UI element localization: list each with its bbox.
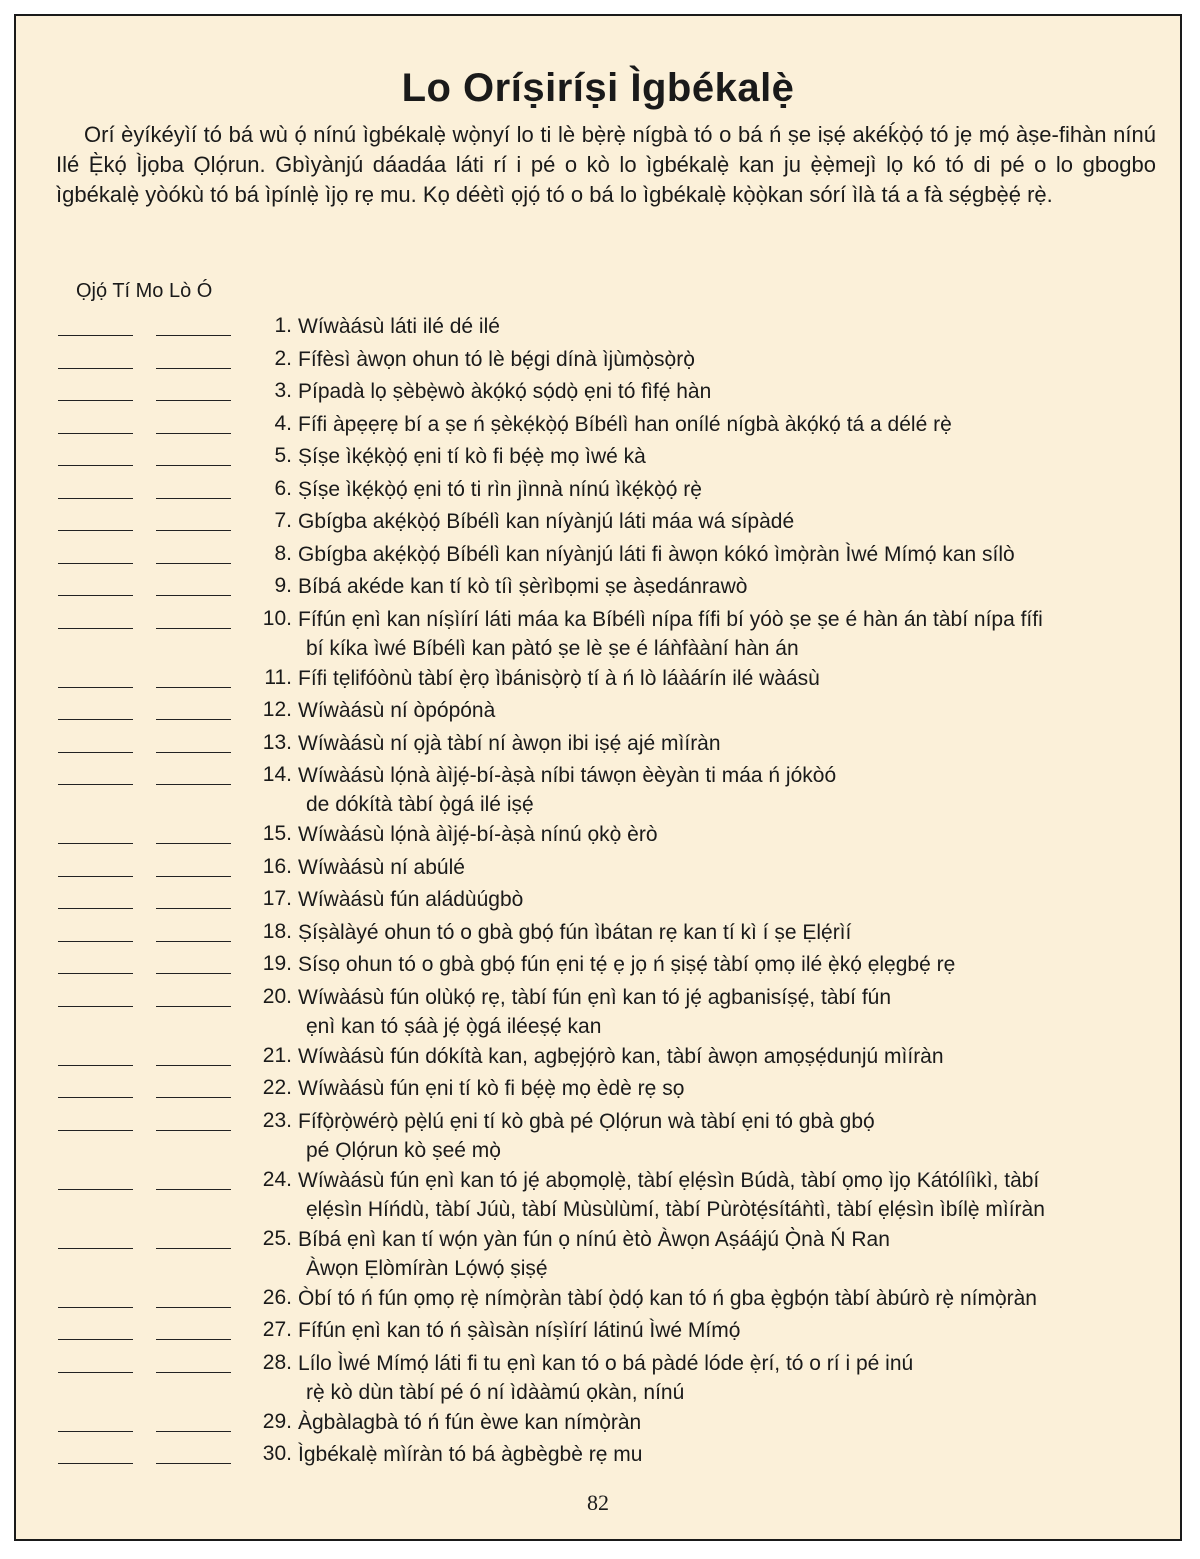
list-item bbox=[16, 1224, 1184, 1283]
date-blank-1[interactable] bbox=[58, 973, 133, 974]
list-item bbox=[16, 760, 1184, 819]
item-number: 10. bbox=[262, 606, 292, 630]
item-number: 1. bbox=[274, 314, 292, 337]
item-text bbox=[298, 949, 1144, 979]
item-text bbox=[298, 1041, 1144, 1071]
item-text-line: Fífún ẹnì kan tó ń ṣàìsàn níṣìírí látinú Ìwé Mímọ́ bbox=[298, 1319, 741, 1342]
intro-paragraph: Orí èyíkéyìí tó bá wù ọ́ nínú ìgbékalẹ̀ wọ̀nyí lo ti lè bẹ̀rẹ̀ nígbà tó o bá ń ṣe iṣẹ́ akéḱọ̀ọ́ tó jẹ mọ́ àṣe-fihàn nínú Ilé Ẹ̀kọ́ Ìjọba Ọlọ́run. Gbìyànjú dáadáa láti rí i pé o kò lo ìgbékalẹ̀ kan ju ẹ̀ẹ̀mejì lọ kó tó di pé o lo gbogbo ìgbékalẹ̀ yòókù tó bá ìpínlẹ̀ ìjọ rẹ mu. Kọ déètì ọjọ́ tó o bá lo ìgbékalẹ̀ kọ̀ọ̀kan sórí ìlà tá a fà sẹ́gbẹ̀ẹ́ rẹ̀. bbox=[56, 122, 1156, 207]
date-blank-1[interactable] bbox=[58, 719, 133, 720]
item-number: 5. bbox=[274, 444, 292, 467]
item-text-line: Wíwàásù fún ẹni tí kò fi bẹ́ẹ̀ mọ èdè rẹ sọ bbox=[298, 1077, 685, 1100]
date-blank-1[interactable] bbox=[58, 1248, 133, 1249]
date-blank-2[interactable] bbox=[156, 1065, 231, 1066]
item-number: 6. bbox=[274, 476, 292, 500]
item-text-line: Gbígba akẹ́kọ̀ọ́ Bíbélì kan níyànjú láti fi àwọn kókó ìmọ̀ràn Ìwé Mímọ́ kan sílò bbox=[298, 542, 1015, 566]
item-number: 9. bbox=[274, 574, 292, 597]
item-text bbox=[298, 571, 1144, 601]
item-text bbox=[298, 663, 1144, 693]
item-text-line: Ṣíṣàlàyé ohun tó o gbà gbọ́ fún ìbátan rẹ kan tí kì í ṣe Ẹlẹ́rìí bbox=[298, 920, 852, 944]
item-text-line: Wíwàásù fún dókítà kan, agbẹjọ́rò kan, tàbí àwọn amọṣẹ́dunjú mìíràn bbox=[298, 1044, 944, 1068]
item-text-line: bí kíka ìwé Bíbélì kan pàtó ṣe lè ṣe é láǹfààní hàn án bbox=[306, 636, 799, 660]
date-blank-2[interactable] bbox=[156, 400, 231, 401]
item-text-line: ẹnì kan tó ṣáà jẹ́ ọ̀gá iléeṣẹ́ kan bbox=[306, 1014, 602, 1038]
item-text-line: Wíwàásù fún aládùúgbò bbox=[298, 888, 524, 911]
date-blank-1[interactable] bbox=[58, 1189, 133, 1190]
item-text bbox=[298, 982, 1144, 1041]
item-text-line: Fífọ̀rọ̀wérọ̀ pẹ̀lú ẹni tí kò gbà pé Ọlọ́run wà tàbí ẹni tó gbà gbọ́ bbox=[298, 1109, 875, 1133]
date-blank-1[interactable] bbox=[58, 687, 133, 688]
item-text-line: Àwọn Ẹlòmíràn Lọ́wọ́ ṣiṣẹ́ bbox=[306, 1256, 548, 1280]
date-blank-1[interactable] bbox=[58, 876, 133, 877]
date-blank-2[interactable] bbox=[156, 1307, 231, 1308]
date-blank-2[interactable] bbox=[156, 595, 231, 596]
date-blank-1[interactable] bbox=[58, 1307, 133, 1308]
list-item bbox=[16, 949, 1184, 982]
list-item bbox=[16, 884, 1184, 917]
list-item bbox=[16, 539, 1184, 572]
item-text-line: Ìgbékalẹ̀ mìíràn tó bá àgbègbè rẹ mu bbox=[298, 1443, 643, 1466]
item-text-line: Gbígba akẹ́kọ̀ọ́ Bíbélì kan níyànjú láti máa wá sípàdé bbox=[298, 510, 795, 533]
list-item bbox=[16, 1165, 1184, 1224]
date-blank-1[interactable] bbox=[58, 1431, 133, 1432]
date-blank-1[interactable] bbox=[58, 1097, 133, 1098]
list-item bbox=[16, 376, 1184, 409]
item-text bbox=[298, 1165, 1144, 1224]
date-blank-1[interactable] bbox=[58, 784, 133, 785]
item-text bbox=[298, 819, 1144, 849]
list-item bbox=[16, 1106, 1184, 1165]
date-blank-2[interactable] bbox=[156, 498, 231, 499]
list-item bbox=[16, 663, 1184, 696]
item-text-line: de dókítà tàbí ọ̀gá ilé iṣẹ́ bbox=[306, 793, 534, 816]
item-number: 22. bbox=[262, 1076, 292, 1099]
date-blank-2[interactable] bbox=[156, 973, 231, 974]
date-blank-2[interactable] bbox=[156, 628, 231, 629]
item-number: 19. bbox=[262, 952, 292, 975]
item-number: 7. bbox=[274, 509, 292, 532]
item-text bbox=[298, 604, 1144, 663]
list-item bbox=[16, 441, 1184, 474]
date-blank-2[interactable] bbox=[156, 752, 231, 753]
date-blank-2[interactable] bbox=[156, 1130, 231, 1131]
item-text-line: Pípadà lọ ṣèbẹ̀wò àkọ́kọ́ sọ́dọ̀ ẹni tó fìfẹ́ hàn bbox=[298, 380, 712, 403]
date-blank-2[interactable] bbox=[156, 1189, 231, 1190]
item-number: 29. bbox=[262, 1409, 292, 1433]
date-blank-2[interactable] bbox=[156, 719, 231, 720]
date-blank-2[interactable] bbox=[156, 1431, 231, 1432]
item-text bbox=[298, 1407, 1144, 1437]
date-blank-1[interactable] bbox=[58, 465, 133, 466]
date-blank-2[interactable] bbox=[156, 433, 231, 434]
date-blank-2[interactable] bbox=[156, 1463, 231, 1464]
list-item bbox=[16, 1407, 1184, 1440]
list-item bbox=[16, 344, 1184, 377]
page-frame bbox=[14, 14, 1182, 1541]
presentation-list bbox=[16, 311, 1184, 1472]
date-blank-2[interactable] bbox=[156, 784, 231, 785]
item-text bbox=[298, 344, 1144, 374]
item-number: 2. bbox=[274, 346, 292, 370]
list-item bbox=[16, 1283, 1184, 1316]
date-blank-1[interactable] bbox=[58, 628, 133, 629]
item-text-line: Bíbá akéde kan tí kò tíì ṣèrìbọmi ṣe àṣedánrawò bbox=[298, 575, 748, 598]
item-text-line: Wíwàásù lọ́nà àìjẹ́-bí-àṣà nínú ọkọ̀ èrò bbox=[298, 823, 658, 846]
item-number: 15. bbox=[262, 822, 292, 845]
date-blank-2[interactable] bbox=[156, 563, 231, 564]
item-text-line: Fífún ẹnì kan níṣìírí láti máa ka Bíbélì nípa fífi bí yóò ṣe ṣe é hàn án tàbí nípa fífi bbox=[298, 607, 1043, 631]
item-text bbox=[298, 409, 1144, 439]
item-text bbox=[298, 1315, 1144, 1345]
item-text bbox=[298, 917, 1144, 947]
list-item bbox=[16, 571, 1184, 604]
date-blank-1[interactable] bbox=[58, 1130, 133, 1131]
item-text-line: Wíwàásù láti ilé dé ilé bbox=[298, 315, 500, 338]
item-text bbox=[298, 376, 1144, 406]
date-blank-1[interactable] bbox=[58, 400, 133, 401]
item-text bbox=[298, 1224, 1144, 1283]
date-blank-2[interactable] bbox=[156, 876, 231, 877]
date-blank-1[interactable] bbox=[58, 843, 133, 844]
item-text-line: Fífi tẹlifóònù tàbí ẹ̀rọ ìbánisọ̀rọ̀ tí à ń lò láàárín ilé wàásù bbox=[298, 666, 820, 690]
item-text-line: Wíwàásù ní òpópónà bbox=[298, 699, 496, 722]
item-number: 27. bbox=[262, 1318, 292, 1341]
page-title: Lo Oríṣiríṣi Ìgbékalẹ̀ bbox=[401, 66, 795, 110]
list-item bbox=[16, 1073, 1184, 1106]
item-text-line: rẹ̀ kò dùn tàbí pé ó ní ìdààmú ọkàn, nínú bbox=[306, 1380, 685, 1404]
item-text bbox=[298, 311, 1144, 341]
date-blank-1[interactable] bbox=[58, 1463, 133, 1464]
date-blank-2[interactable] bbox=[156, 843, 231, 844]
item-text-line: Ṣíṣe ìkẹ́kọ̀ọ́ ẹni tó ti rìn jìnnà nínú ìkẹ́kọ̀ọ́ rẹ̀ bbox=[298, 477, 702, 501]
list-item bbox=[16, 852, 1184, 885]
item-text-line: ẹlẹ́sìn Híńdù, tàbí Júù, tàbí Mùsùlùmí, tàbí Pùròtẹ́sítáǹtì, tàbí ẹlẹ́sìn ìbílẹ̀ mìíràn bbox=[306, 1197, 1045, 1221]
item-text bbox=[298, 506, 1144, 536]
item-text-line: Fífèsì àwọn ohun tó lè bẹ́gi dínà ìjùmọ̀sọ̀rọ̀ bbox=[298, 347, 695, 371]
date-blank-2[interactable] bbox=[156, 368, 231, 369]
date-blank-2[interactable] bbox=[156, 1006, 231, 1007]
date-blank-1[interactable] bbox=[58, 530, 133, 531]
date-blank-2[interactable] bbox=[156, 530, 231, 531]
item-number: 12. bbox=[262, 698, 292, 721]
item-text bbox=[298, 852, 1144, 882]
item-number: 13. bbox=[262, 730, 292, 754]
date-blank-2[interactable] bbox=[156, 335, 231, 336]
item-text bbox=[298, 474, 1144, 504]
item-text bbox=[298, 760, 1144, 819]
item-text-line: Lílo Ìwé Mímọ́ láti fi tu ẹnì kan tó o bá pàdé lóde ẹ̀rí, tó o rí i pé inú bbox=[298, 1351, 914, 1375]
item-text-line: Wíwàásù ní abúlé bbox=[298, 855, 465, 879]
item-number: 28. bbox=[262, 1350, 292, 1374]
item-text bbox=[298, 1106, 1144, 1165]
item-text bbox=[298, 1348, 1144, 1407]
item-number: 8. bbox=[274, 541, 292, 565]
item-text-line: Òbí tó ń fún ọmọ rẹ̀ nímọ̀ràn tàbí ọ̀dọ́ kan tó ń gba ẹ̀gbọ́n tàbí àbúrò rẹ̀ nímọ̀ràn bbox=[298, 1286, 1037, 1310]
item-text bbox=[298, 441, 1144, 471]
page-number: 82 bbox=[587, 1490, 609, 1515]
date-blank-1[interactable] bbox=[58, 433, 133, 434]
item-text-line: Wíwàásù fún ẹnì kan tó jẹ́ abọmọlẹ̀, tàbí ẹlẹ́sìn Búdà, tàbí ọmọ ìjọ Kátólíìkì, tàbí bbox=[298, 1168, 1040, 1192]
date-blank-1[interactable] bbox=[58, 908, 133, 909]
date-blank-1[interactable] bbox=[58, 498, 133, 499]
item-text-line: Wíwàásù fún olùkọ́ rẹ, tàbí fún ẹnì kan tó jẹ́ agbanisíṣẹ́, tàbí fún bbox=[298, 985, 892, 1009]
date-blank-2[interactable] bbox=[156, 908, 231, 909]
date-blank-1[interactable] bbox=[58, 752, 133, 753]
list-item bbox=[16, 1348, 1184, 1407]
date-blank-1[interactable] bbox=[58, 368, 133, 369]
list-item bbox=[16, 474, 1184, 507]
item-text-line: Sísọ ohun tó o gbà gbọ́ fún ẹni tẹ́ ẹ jọ ń ṣiṣẹ́ tàbí ọmọ ilé ẹ̀kọ́ ẹlẹgbẹ́ rẹ bbox=[298, 953, 956, 976]
date-blank-2[interactable] bbox=[156, 941, 231, 942]
item-text-line: Ṣíṣe ìkẹ́kọ̀ọ́ ẹni tí kò fi bẹ́ẹ̀ mọ ìwé kà bbox=[298, 445, 646, 468]
date-blank-1[interactable] bbox=[58, 941, 133, 942]
date-blank-2[interactable] bbox=[156, 1248, 231, 1249]
list-item bbox=[16, 819, 1184, 852]
item-text-line: Fífi àpẹẹrẹ bí a ṣe ń ṣèkẹ́kọ̀ọ́ Bíbélì han onílé nígbà àkọ́kọ́ tá a délé rẹ̀ bbox=[298, 412, 952, 436]
item-text bbox=[298, 1283, 1144, 1313]
item-number: 26. bbox=[262, 1285, 292, 1309]
list-item bbox=[16, 728, 1184, 761]
date-blank-1[interactable] bbox=[58, 335, 133, 336]
date-blank-1[interactable] bbox=[58, 563, 133, 564]
item-number: 21. bbox=[262, 1043, 292, 1067]
item-text bbox=[298, 1073, 1144, 1103]
item-number: 14. bbox=[262, 763, 292, 786]
list-item bbox=[16, 1439, 1184, 1472]
item-number: 4. bbox=[274, 411, 292, 435]
list-item bbox=[16, 604, 1184, 663]
item-text bbox=[298, 884, 1144, 914]
list-item bbox=[16, 1041, 1184, 1074]
item-text bbox=[298, 1439, 1144, 1469]
list-item bbox=[16, 982, 1184, 1041]
list-item bbox=[16, 1315, 1184, 1348]
item-text-line: pé Ọlọ́run kò ṣeé mọ̀ bbox=[306, 1138, 501, 1162]
item-text-line: Bíbá ẹnì kan tí wọ́n yàn fún ọ nínú ètò Àwọn Aṣáájú Ọ̀nà Ń Ran bbox=[298, 1227, 890, 1251]
item-text bbox=[298, 539, 1144, 569]
item-text-line: Wíwàásù ní ọjà tàbí ní àwọn ibi iṣẹ́ ajé mìíràn bbox=[298, 731, 721, 755]
list-item bbox=[16, 506, 1184, 539]
date-blank-1[interactable] bbox=[58, 1006, 133, 1007]
item-text-line: Wíwàásù lọ́nà àìjẹ́-bí-àṣà níbi táwọn èèyàn ti máa ń jókòó bbox=[298, 764, 837, 787]
item-number: 16. bbox=[262, 854, 292, 878]
list-item bbox=[16, 311, 1184, 344]
date-blank-2[interactable] bbox=[156, 465, 231, 466]
item-number: 11. bbox=[264, 665, 292, 689]
list-item bbox=[16, 409, 1184, 442]
date-blank-2[interactable] bbox=[156, 1339, 231, 1340]
item-number: 17. bbox=[262, 887, 292, 910]
item-number: 20. bbox=[262, 984, 292, 1008]
item-number: 18. bbox=[262, 919, 292, 943]
date-blank-1[interactable] bbox=[58, 1372, 133, 1373]
date-blank-1[interactable] bbox=[58, 595, 133, 596]
date-blank-2[interactable] bbox=[156, 1372, 231, 1373]
date-blank-2[interactable] bbox=[156, 1097, 231, 1098]
item-number: 3. bbox=[274, 379, 292, 402]
item-number: 23. bbox=[262, 1108, 292, 1132]
date-column-header: Ọjọ́ Tí Mo Lò Ó bbox=[76, 280, 213, 302]
item-number: 30. bbox=[262, 1442, 292, 1465]
item-number: 25. bbox=[262, 1226, 292, 1250]
item-text bbox=[298, 728, 1144, 758]
item-number: 24. bbox=[262, 1167, 292, 1191]
item-text-line: Àgbàlagbà tó ń fún èwe kan nímọ̀ràn bbox=[298, 1410, 642, 1434]
list-item bbox=[16, 917, 1184, 950]
date-blank-2[interactable] bbox=[156, 687, 231, 688]
date-blank-1[interactable] bbox=[58, 1339, 133, 1340]
item-text bbox=[298, 695, 1144, 725]
date-blank-1[interactable] bbox=[58, 1065, 133, 1066]
list-item bbox=[16, 695, 1184, 728]
